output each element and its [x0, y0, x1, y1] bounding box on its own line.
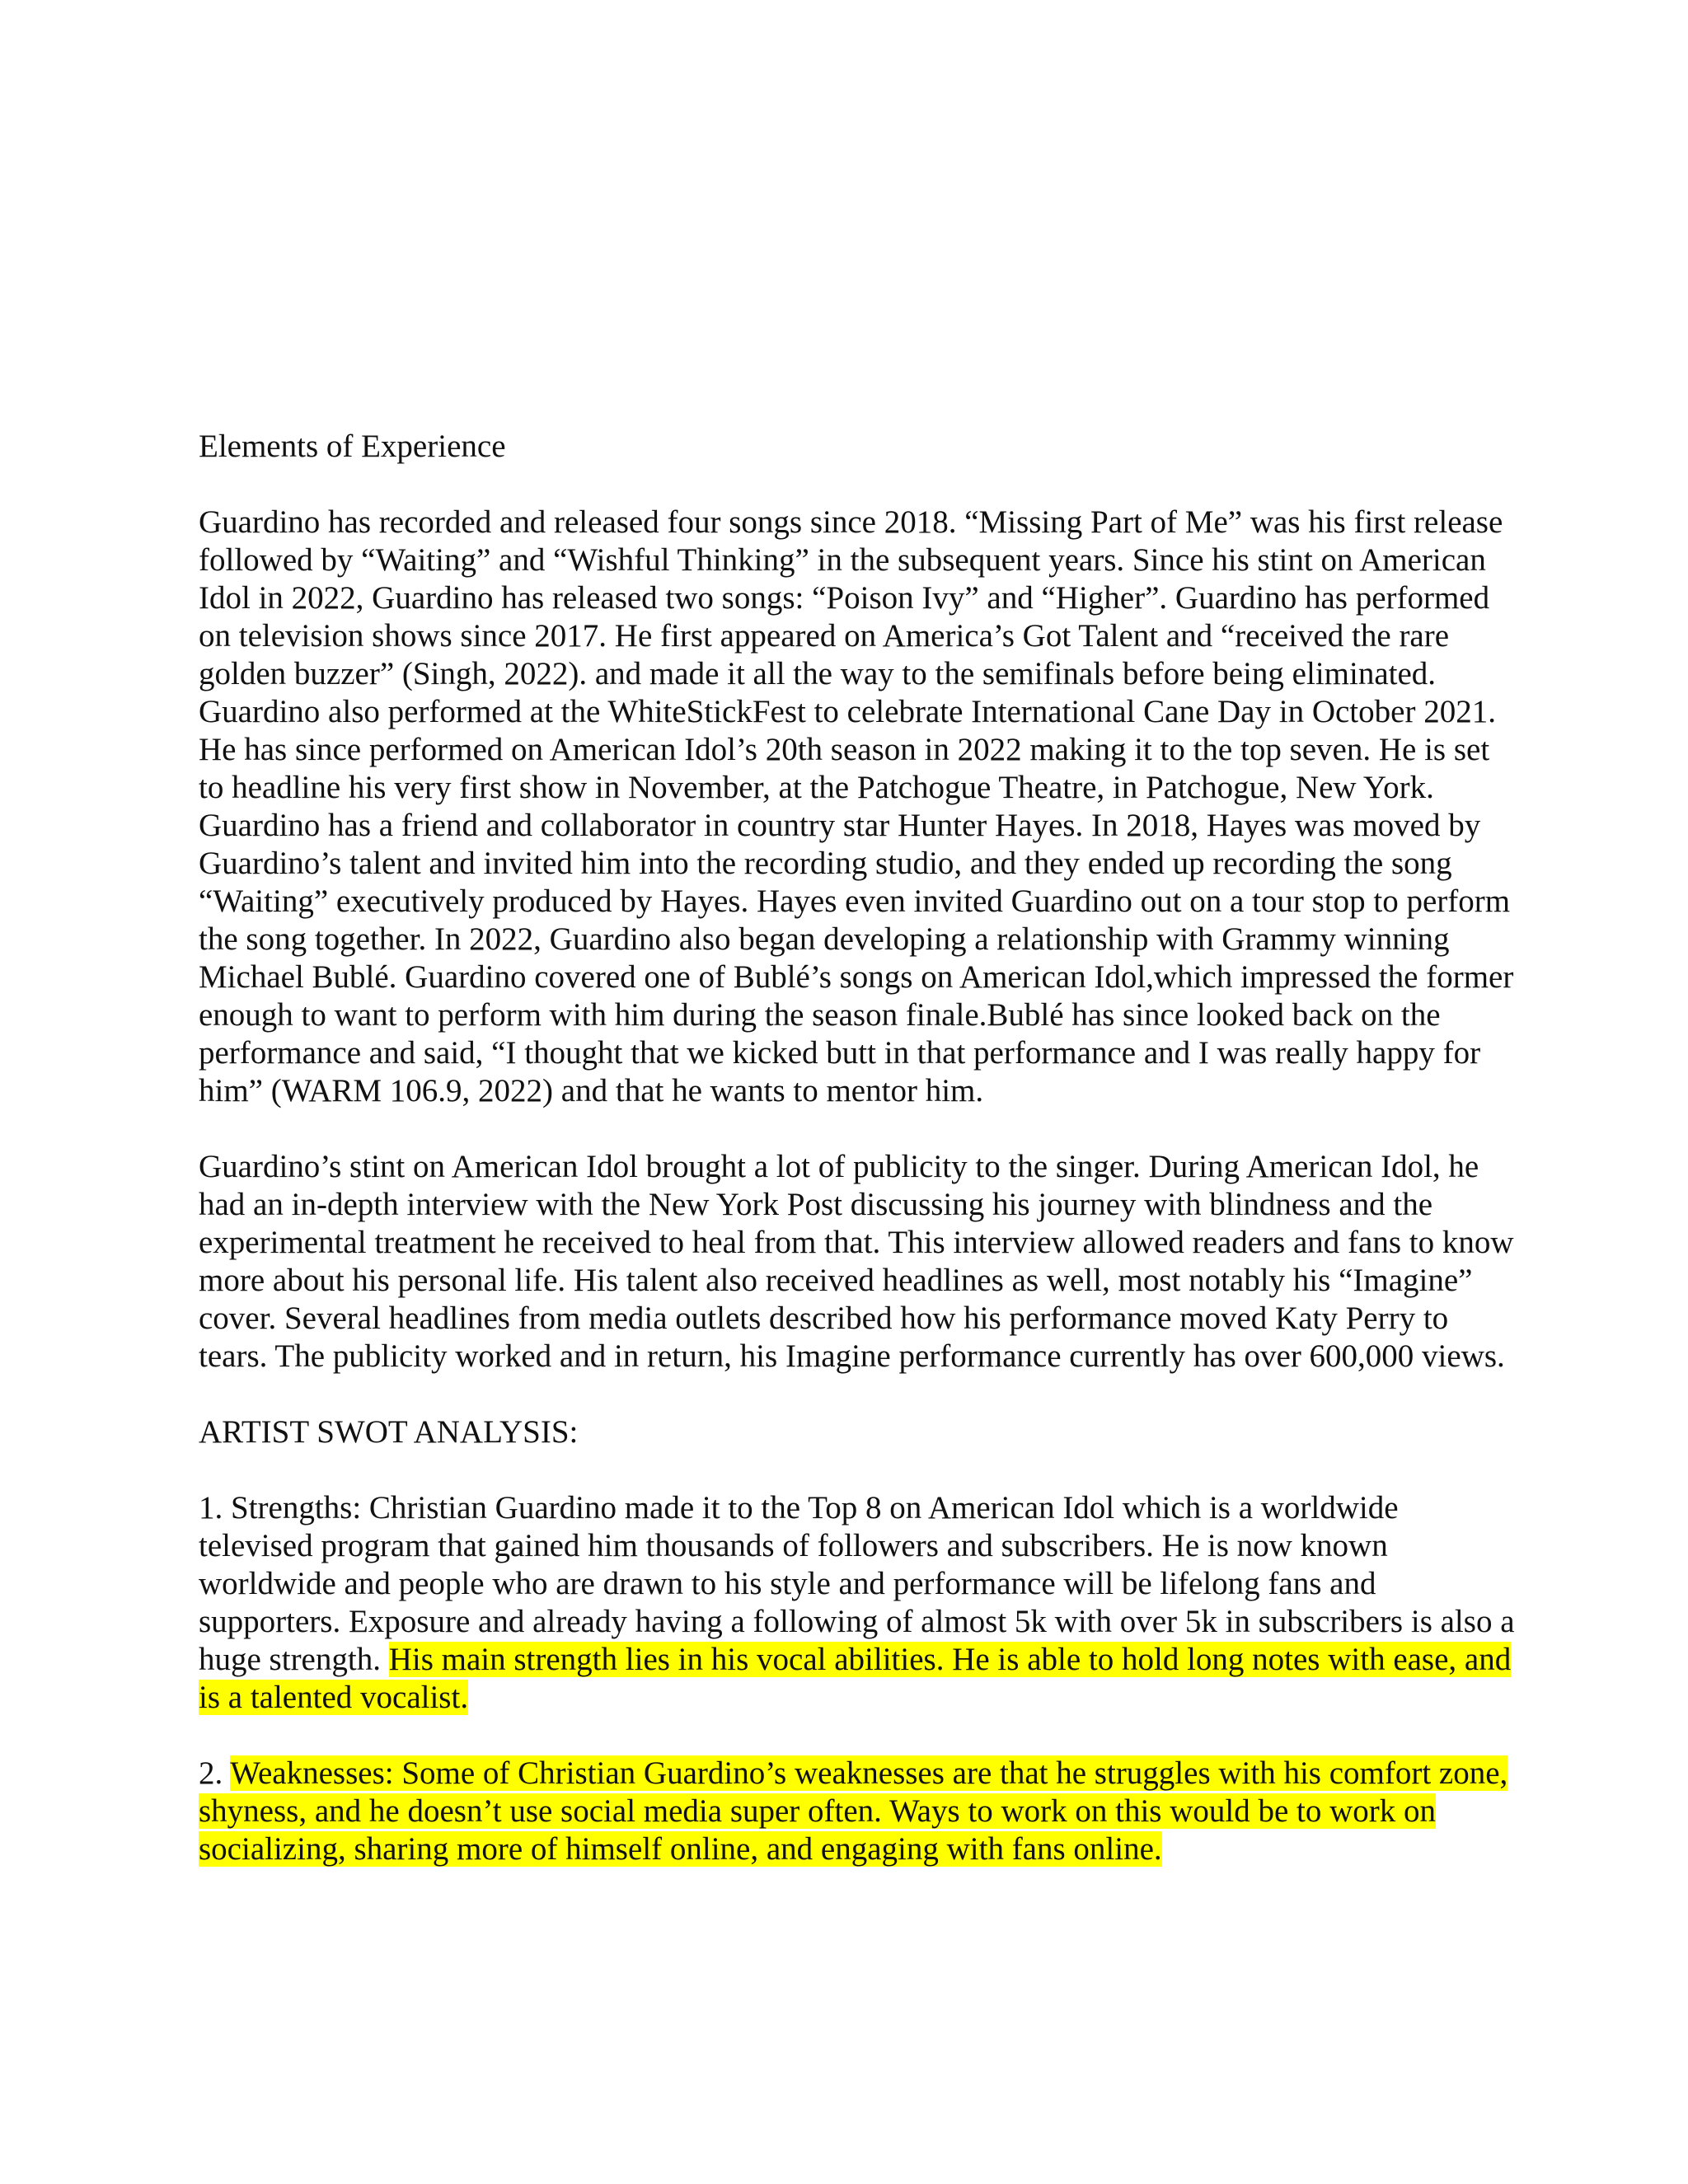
experience-paragraph: Guardino has recorded and released four songs since 2018. “Missing Part of Me” was his first release followed by “Waiting” and “Wishful Thinking” in the subsequent years. Since his stint on American Idol in 2022, Guardino has released two songs: “Poison Ivy” and “Higher”. Guardino has performed on television shows since 2017. He first appeared on America’s Got Talent and “received the rare golden buzzer” (Singh, 2022). and made it all the way to the semifinals before being eliminated. Guardino also performed at the WhiteStickFest to celebrate International Cane Day in October 2021. He has since performed on American Idol’s 20th season in 2022 making it to the top seven. He is set to headline his very first show in November, at the Patchogue Theatre, in Patchogue, New York. Guardino has a friend and collaborator in country star Hunter Hayes. In 2018, Hayes was moved by Guardino’s talent and invited him into the recording studio, and they ended up recording the song “Waiting” executively produced by Hayes. Hayes even invited Guardino out on a tour stop to perform the song together. In 2022, Guardino also began developing a relationship with Grammy winning Michael Bublé. Guardino covered one of Bublé’s songs on American Idol,which impressed the former enough to want to perform with him during the season finale.Bublé has since looked back on the performance and said, “I thought that we kicked butt in that performance and I was really happy for him” (WARM 106.9, 2022) and that he wants to mentor him.	[199, 504, 1514, 1108]
paragraph-spacer	[199, 1376, 1517, 1413]
weaknesses-paragraph	[199, 1755, 1517, 1868]
paragraph-spacer	[199, 1110, 1517, 1148]
paragraph-spacer	[199, 1717, 1517, 1755]
paragraph-spacer	[199, 1451, 1517, 1489]
strengths-highlighted-text: His main strength lies in his vocal abilities. He is able to hold long notes with ease, and is a talented vocalist.	[199, 1642, 1512, 1715]
strengths-paragraph	[199, 1489, 1517, 1717]
swot-heading: ARTIST SWOT ANALYSIS:	[199, 1414, 579, 1450]
section-heading-elements-of-experience: Elements of Experience	[199, 429, 506, 464]
publicity-paragraph: Guardino’s stint on American Idol brought a lot of publicity to the singer. During American Idol, he had an in-depth interview with the New York Post discussing his journey with blindness and the experimental treatment he received to heal from that. This interview allowed readers and fans to know more about his personal life. His talent also received headlines as well, most notably his “Imagine” cover. Several headlines from media outlets described how his performance moved Katy Perry to tears. The publicity worked and in return, his Imagine performance currently has over 600,000 views.	[199, 1149, 1514, 1374]
weaknesses-highlighted-text: Weaknesses: Some of Christian Guardino’s weaknesses are that he struggles with his comfort zone, shyness, and he doesn’t use social media super often. Ways to work on this would be to work on socializing, sharing more of himself online, and engaging with fans online.	[199, 1755, 1508, 1867]
document-body	[199, 428, 1517, 1868]
weaknesses-prefix: 2.	[199, 1755, 231, 1791]
strengths-text: 1. Strengths: Christian Guardino made it to the Top 8 on American Idol which is a worldwide televised program that gained him thousands of followers and subscribers. He is now known worldwide and people who are drawn to his style and performance will be lifelong fans and supporters. Exposure and already having a following of almost 5k with over 5k in subscribers is also a huge strength.	[199, 1490, 1515, 1677]
paragraph-spacer	[199, 466, 1517, 504]
